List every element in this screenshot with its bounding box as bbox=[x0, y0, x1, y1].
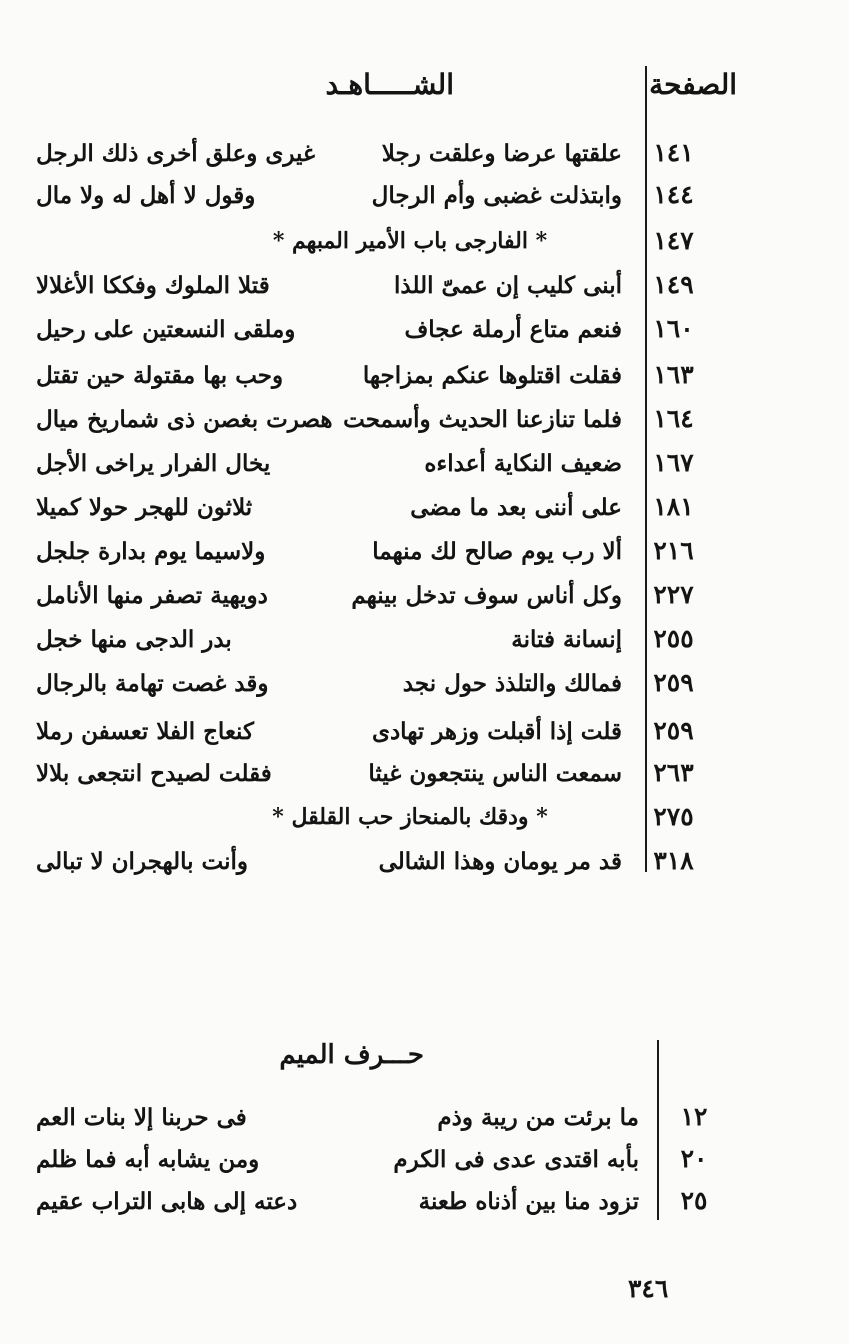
index-row bbox=[0, 400, 849, 440]
verse-second-hemistich: وملقى النسعتين على رحيل bbox=[36, 316, 296, 343]
index-row bbox=[0, 488, 849, 528]
page-number: ٣١٨ bbox=[653, 846, 694, 875]
index-row bbox=[0, 620, 849, 660]
index-row bbox=[0, 222, 849, 262]
verse-first-hemistich: فقلت اقتلوها عنكم بمزاجها bbox=[362, 362, 622, 389]
verse-first-hemistich: على أننى بعد ما مضى bbox=[410, 494, 622, 521]
index-row bbox=[0, 532, 849, 572]
verse-second-hemistich: وأنت بالهجران لا تبالى bbox=[36, 848, 248, 875]
verse-second-hemistich: ومن يشابه أبه فما ظلم bbox=[36, 1146, 260, 1173]
verse-first-hemistich: قد مر يومان وهذا الشالى bbox=[378, 848, 622, 875]
index-row bbox=[0, 1182, 849, 1222]
page-number: ٢٧٥ bbox=[653, 802, 694, 831]
index-row bbox=[0, 798, 849, 838]
index-row bbox=[0, 310, 849, 350]
index-row bbox=[0, 356, 849, 396]
verse-first-hemistich: تزود منا بين أذناه طعنة bbox=[418, 1188, 639, 1215]
verse-second-hemistich: كنعاج الفلا تعسفن رملا bbox=[36, 718, 254, 745]
index-row bbox=[0, 1140, 849, 1180]
page-number: ١٨١ bbox=[653, 492, 694, 521]
verse-single-line: * الفارجى باب الأمير المبهم * bbox=[272, 228, 548, 254]
page-column-header: الصفحة bbox=[649, 68, 737, 101]
verse-second-hemistich: فقلت لصيدح انتجعى بلالا bbox=[36, 760, 272, 787]
index-row bbox=[0, 754, 849, 794]
page-number: ٢٦٣ bbox=[653, 758, 694, 787]
page-number: ٢٠ bbox=[680, 1144, 708, 1173]
page-number: ١٦٠ bbox=[653, 314, 694, 343]
folio-page-number: ٣٤٦ bbox=[628, 1274, 669, 1303]
verse-second-hemistich: وحب بها مقتولة حين تقتل bbox=[36, 362, 284, 389]
verse-first-hemistich: ما برئت من ريبة وذم bbox=[437, 1104, 639, 1131]
verse-first-hemistich: علقتها عرضا وعلقت رجلا bbox=[381, 140, 622, 167]
verse-second-hemistich: ولاسيما يوم بدارة جلجل bbox=[36, 538, 266, 565]
index-row bbox=[0, 134, 849, 174]
verse-second-hemistich: وقد غصت تهامة بالرجال bbox=[36, 670, 269, 697]
index-row bbox=[0, 176, 849, 216]
verse-single-line: * ودقك بالمنحاز حب القلقل * bbox=[272, 804, 548, 830]
verse-second-hemistich: بدر الدجى منها خجل bbox=[36, 626, 232, 653]
verse-second-hemistich: دويهية تصفر منها الأنامل bbox=[36, 582, 268, 609]
page-number: ١٦٤ bbox=[653, 404, 694, 433]
verse-first-hemistich: وكل أناس سوف تدخل بينهم bbox=[351, 582, 622, 609]
page-number: ١٦٣ bbox=[653, 360, 694, 389]
index-row bbox=[0, 444, 849, 484]
page-number: ٢١٦ bbox=[653, 536, 694, 565]
verse-first-hemistich: سمعت الناس ينتجعون غيثا bbox=[368, 760, 622, 787]
page-number: ٢٥٩ bbox=[653, 716, 694, 745]
verse-first-hemistich: أبنى كليب إن عمىّ اللذا bbox=[394, 272, 622, 299]
page-number: ١٤١ bbox=[653, 138, 694, 167]
index-row bbox=[0, 664, 849, 704]
verse-first-hemistich: ألا رب يوم صالح لك منهما bbox=[372, 538, 622, 565]
verse-second-hemistich: وقول لا أهل له ولا مال bbox=[36, 182, 256, 209]
page-number: ٢٢٧ bbox=[653, 580, 694, 609]
verse-first-hemistich: ضعيف النكاية أعداءه bbox=[424, 450, 622, 477]
page-number: ٢٥ bbox=[680, 1186, 708, 1215]
page-number: ٢٥٥ bbox=[653, 624, 694, 653]
verse-first-hemistich: وابتذلت غضبى وأم الرجال bbox=[371, 182, 622, 209]
index-row bbox=[0, 842, 849, 882]
index-row bbox=[0, 712, 849, 752]
verse-first-hemistich: فمالك والتلذذ حول نجد bbox=[402, 670, 622, 697]
verse-second-hemistich: يخال الفرار يراخى الأجل bbox=[36, 450, 271, 477]
verse-second-hemistich: قتلا الملوك وفككا الأغلالا bbox=[36, 272, 270, 299]
verse-first-hemistich: فنعم متاع أرملة عجاف bbox=[404, 316, 622, 343]
page-number: ١٦٧ bbox=[653, 448, 694, 477]
verse-second-hemistich: هصرت بغصن ذى شماريخ ميال bbox=[36, 406, 333, 433]
index-row bbox=[0, 266, 849, 306]
verse-first-hemistich: قلت إذا أقبلت وزهر تهادى bbox=[371, 718, 622, 745]
page-number: ١٤٧ bbox=[653, 226, 694, 255]
witness-column-header: الشـــــاهـد bbox=[325, 68, 454, 101]
section-title: حـــرف الميم bbox=[279, 1040, 424, 1070]
verse-second-hemistich: فى حربنا إلا بنات العم bbox=[36, 1104, 247, 1131]
page-number: ١٤٩ bbox=[653, 270, 694, 299]
verse-first-hemistich: بأبه اقتدى عدى فى الكرم bbox=[393, 1146, 639, 1173]
verse-first-hemistich: فلما تنازعنا الحديث وأسمحت bbox=[343, 406, 622, 433]
page-number: ١٢ bbox=[680, 1102, 708, 1131]
verse-second-hemistich: غيرى وعلق أخرى ذلك الرجل bbox=[36, 140, 315, 167]
verse-first-hemistich: إنسانة فتانة bbox=[511, 626, 622, 653]
verse-second-hemistich: دعته إلى هابى التراب عقيم bbox=[36, 1188, 298, 1215]
index-row bbox=[0, 576, 849, 616]
verse-second-hemistich: ثلاثون للهجر حولا كميلا bbox=[36, 494, 253, 521]
index-row bbox=[0, 1098, 849, 1138]
page-number: ٢٥٩ bbox=[653, 668, 694, 697]
page-number: ١٤٤ bbox=[653, 180, 694, 209]
